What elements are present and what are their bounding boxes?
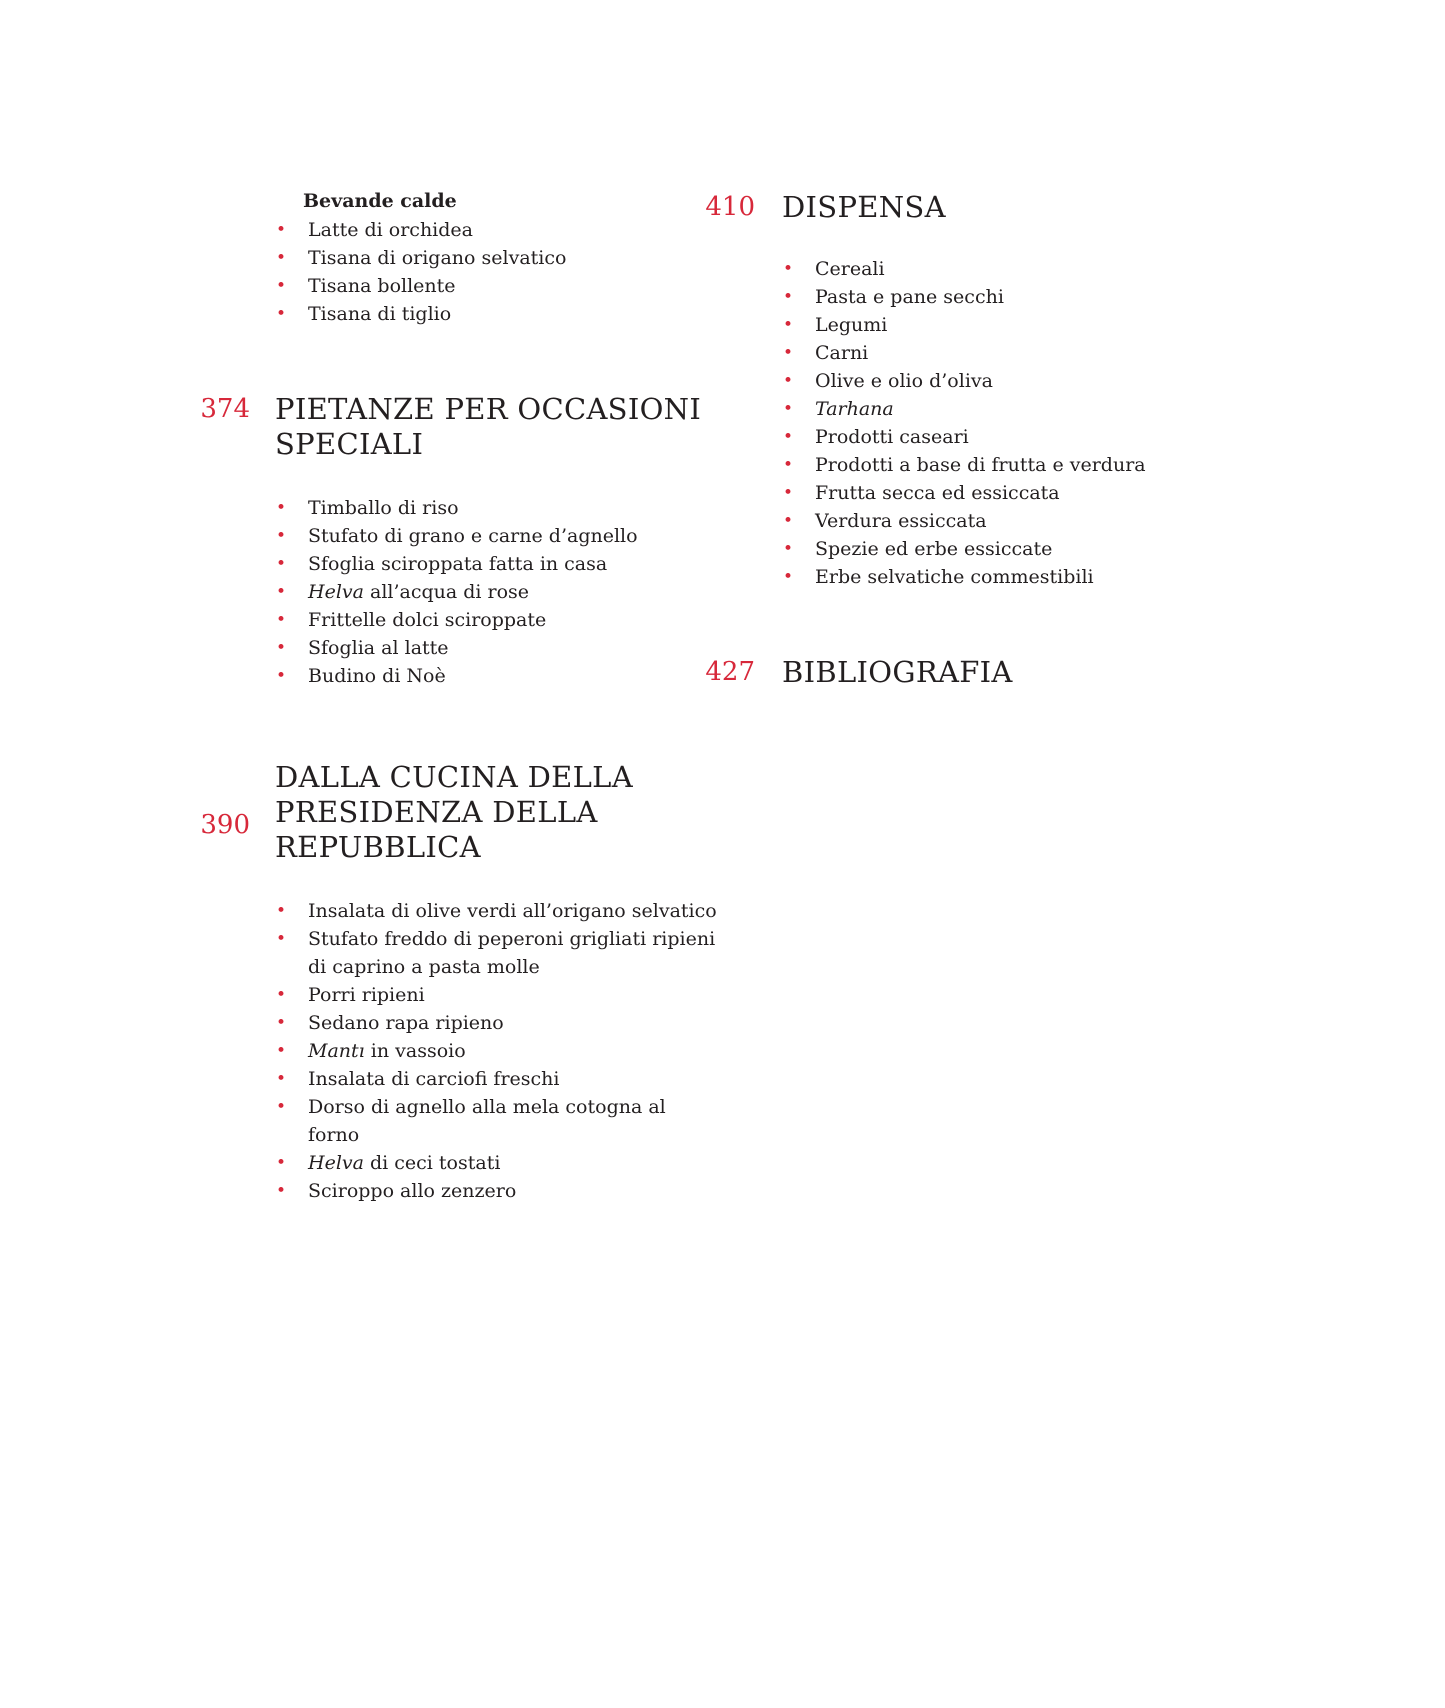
list-item[interactable]: • Sfoglia sciroppata fatta in casa xyxy=(200,550,720,578)
bevande-list xyxy=(200,216,720,328)
section-title-line: SPECIALI xyxy=(275,427,424,461)
list-item[interactable]: • Frittelle dolci sciroppate xyxy=(200,606,720,634)
section-title[interactable] xyxy=(275,760,720,865)
page-number[interactable]: 390 xyxy=(200,810,250,840)
list-item[interactable]: • Sciroppo allo zenzero xyxy=(200,1177,720,1205)
subsection-heading: Bevande calde xyxy=(303,190,457,212)
list-item[interactable]: • Insalata di olive verdi all’origano selvatico xyxy=(200,897,720,925)
page-number[interactable]: 374 xyxy=(200,394,250,424)
list-item[interactable]: • Tisana di origano selvatico xyxy=(200,244,720,272)
section-title[interactable]: DISPENSA xyxy=(782,190,946,224)
list-item[interactable] xyxy=(200,578,720,606)
section-title-line: PRESIDENZA DELLA xyxy=(275,795,598,829)
list-item[interactable]: • Tarhana xyxy=(705,395,1225,423)
list-item[interactable]: • Dorso di agnello alla mela cotogna al forno xyxy=(200,1093,720,1149)
item-rest: di ceci tostati xyxy=(363,1152,501,1174)
left-column xyxy=(200,190,720,1205)
section-390-list xyxy=(200,897,720,1205)
section-title[interactable]: BIBLIOGRAFIA xyxy=(782,655,1013,689)
list-item[interactable]: • Pasta e pane secchi xyxy=(705,283,1225,311)
section-title-line: PIETANZE PER OCCASIONI xyxy=(275,392,702,426)
list-item[interactable] xyxy=(200,1149,720,1177)
list-item[interactable]: • Porri ripieni xyxy=(200,981,720,1009)
list-item[interactable]: • Verdura essiccata xyxy=(705,507,1225,535)
item-rest: in vassoio xyxy=(364,1040,466,1062)
italic-term: Helva xyxy=(308,1152,364,1174)
bevande-calde-block xyxy=(200,190,720,328)
list-item[interactable]: • Prodotti a base di frutta e verdura xyxy=(705,451,1225,479)
page-number[interactable]: 427 xyxy=(705,657,755,687)
list-item[interactable]: • Latte di orchidea xyxy=(200,216,720,244)
section-title-line: DALLA CUCINA DELLA xyxy=(275,760,633,794)
section-390 xyxy=(200,760,720,1205)
item-rest: all’acqua di rose xyxy=(363,581,530,603)
list-item[interactable]: • Sedano rapa ripieno xyxy=(200,1009,720,1037)
list-item[interactable]: • Spezie ed erbe essiccate xyxy=(705,535,1225,563)
list-item[interactable]: • Legumi xyxy=(705,311,1225,339)
list-item[interactable]: • Tisana bollente xyxy=(200,272,720,300)
list-item[interactable] xyxy=(200,1037,720,1065)
list-item[interactable]: • Frutta secca ed essiccata xyxy=(705,479,1225,507)
list-item[interactable]: • Timballo di riso xyxy=(200,494,720,522)
list-item[interactable]: • Cereali xyxy=(705,255,1225,283)
section-427 xyxy=(705,655,1225,690)
list-item[interactable]: • Olive e olio d’oliva xyxy=(705,367,1225,395)
section-410 xyxy=(705,190,1225,591)
italic-term: Helva xyxy=(308,581,364,603)
list-item[interactable]: • Sfoglia al latte xyxy=(200,634,720,662)
italic-term: Mantı xyxy=(308,1040,365,1062)
section-410-list xyxy=(705,255,1225,591)
right-column xyxy=(705,190,1225,690)
section-374 xyxy=(200,392,720,690)
section-title[interactable] xyxy=(275,392,720,462)
list-item[interactable]: • Stufato di grano e carne d’agnello xyxy=(200,522,720,550)
list-item[interactable]: • Stufato freddo di peperoni grigliati ripieni di caprino a pasta molle xyxy=(200,925,720,981)
list-item[interactable]: • Prodotti caseari xyxy=(705,423,1225,451)
list-item[interactable]: • Carni xyxy=(705,339,1225,367)
page-number[interactable]: 410 xyxy=(705,192,755,222)
section-title-line: REPUBBLICA xyxy=(275,830,481,864)
list-item[interactable]: • Insalata di carciofi freschi xyxy=(200,1065,720,1093)
section-374-list xyxy=(200,494,720,690)
list-item[interactable]: • Tisana di tiglio xyxy=(200,300,720,328)
list-item[interactable]: • Budino di Noè xyxy=(200,662,720,690)
list-item[interactable]: • Erbe selvatiche commestibili xyxy=(705,563,1225,591)
